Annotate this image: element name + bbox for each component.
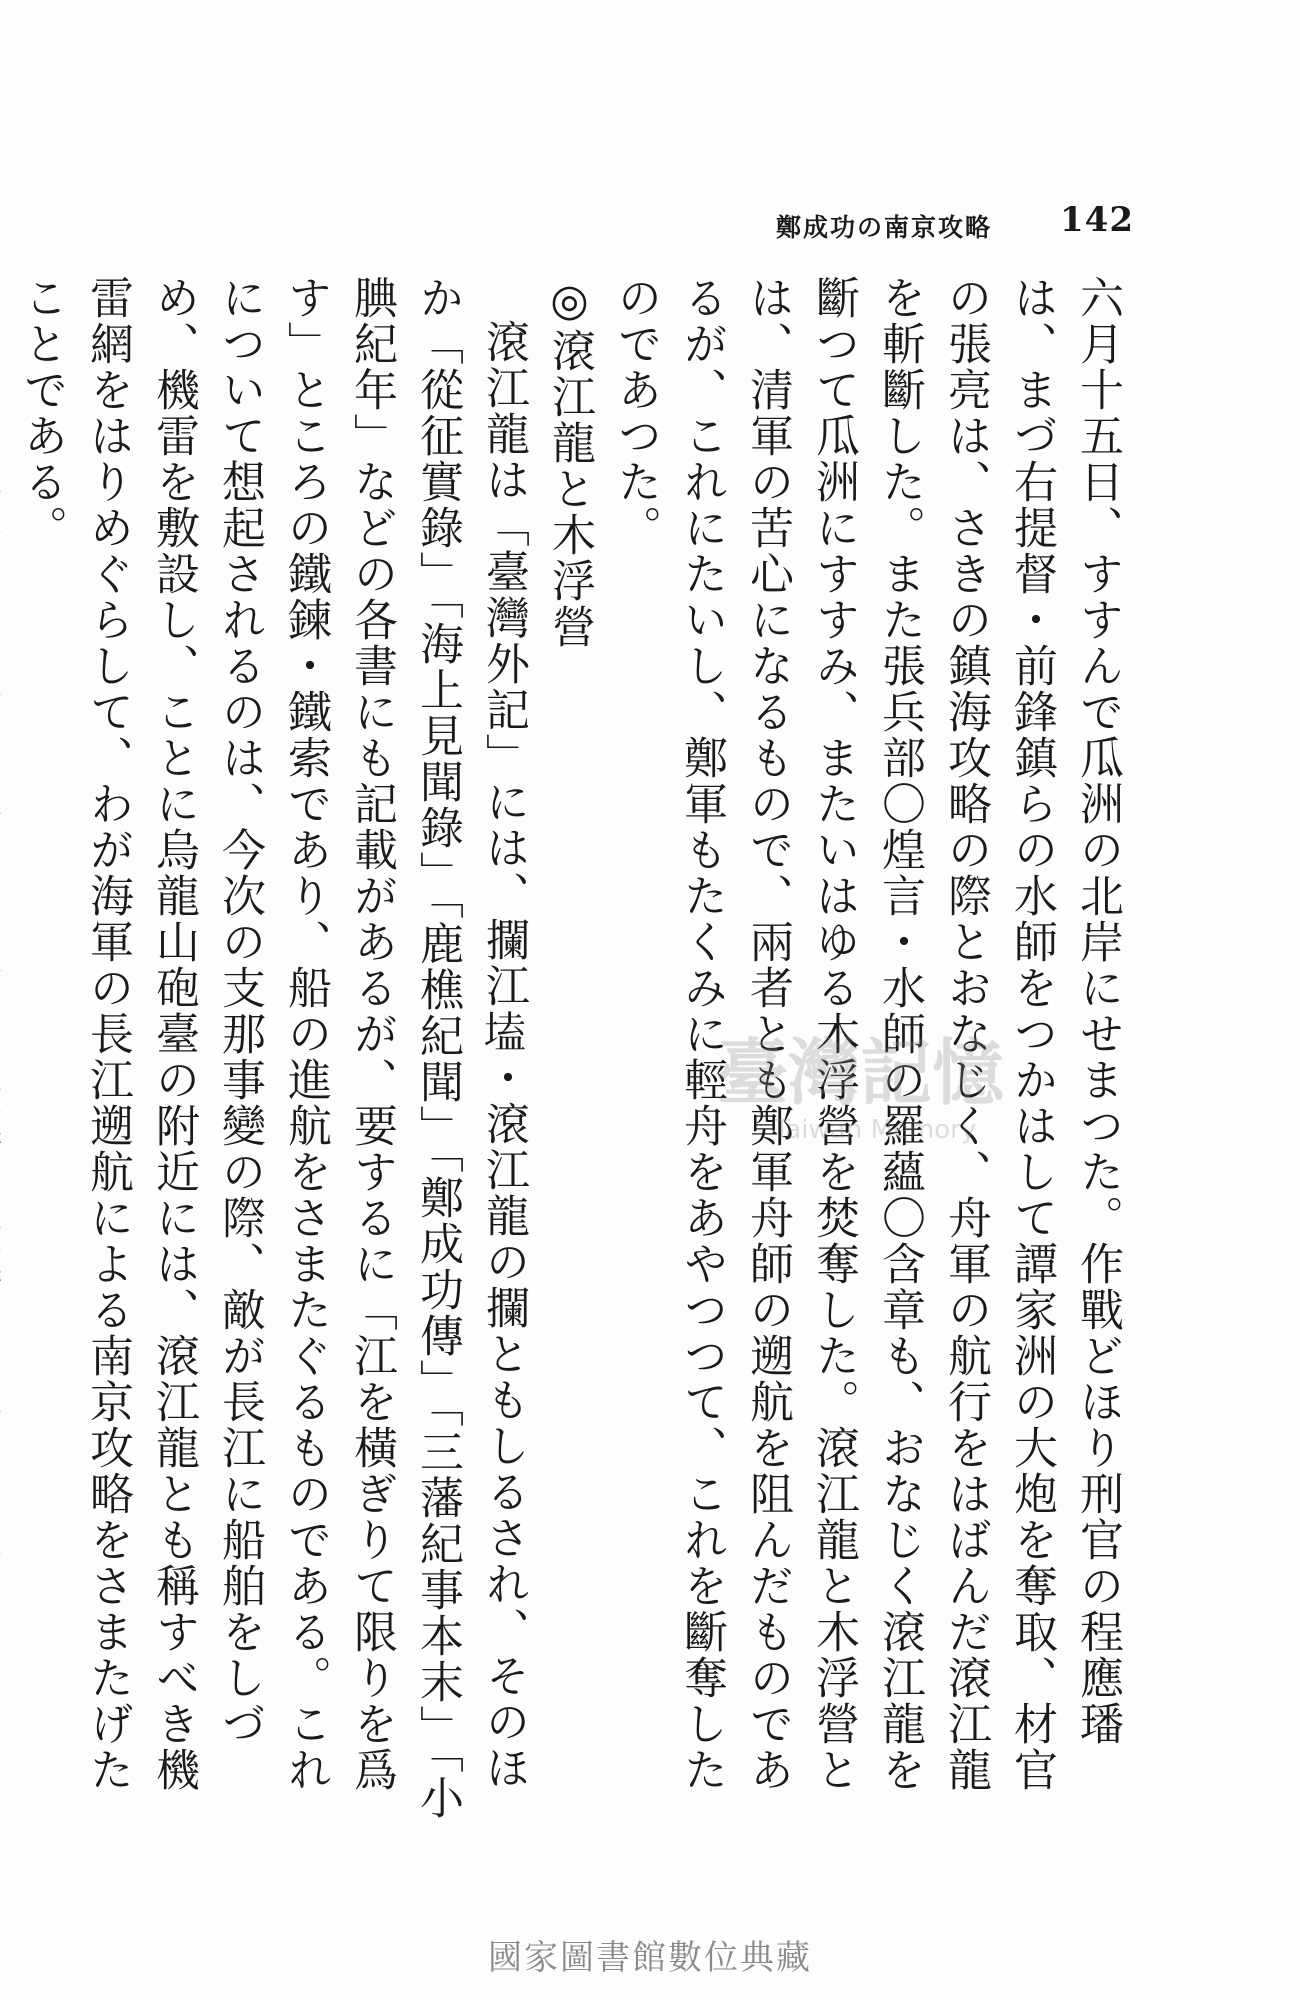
footer-archive-label: 國家圖書館數位典藏 xyxy=(488,1938,812,1978)
watermark-text: 臺灣記憶 xyxy=(715,1030,1005,1115)
paragraph xyxy=(0,275,8,1835)
watermark-subtext: Taiwan Memory xyxy=(773,1115,977,1145)
body-text xyxy=(16,275,1130,1835)
section-heading: ◎滾江龍と木浮營 xyxy=(544,275,595,650)
page-number: 142 xyxy=(1060,200,1134,240)
running-title: 鄭成功の南京攻略 xyxy=(776,213,993,242)
paragraph: 六月十五日、すすんで瓜洲の北岸にせまつた。作戰どほり刑官の程應璠は、まづ右提督・前鋒鎮らの水師をつかはして譚家洲の大炮を奪取、材官の張亮は、さきの鎮海攻略の際とおなじく、舟軍の航行をはばんだ滾江龍を斬斷した。また張兵部〇煌言・水師の羅蘊〇含章も、おなじく滾江龍を斷つて瓜洲にすすみ、またいはゆる木浮營を焚奪した。滾江龍と木浮營とは、清軍の苦心になるもので、兩者とも鄭軍舟師の遡航を阻んだものであるが、これにたいし、鄭軍もたくみに輕舟をあやつつて、これを斷奪したのであつた。 xyxy=(610,275,1123,1793)
paragraph: 滾江龍は「臺灣外記」には、攔江𡏖・滾江龍の攔ともしるされ、そのほか「從征實錄」「海上見聞錄」「鹿樵紀聞」「鄭成功傳」「三藩紀事本末」「小腆紀年」などの各書にも記載があるが、要するに「江を橫ぎりて限りを爲す」ところの鐵鍊・鐵索であり、船の進航をさまたぐるものである。これについて想起されるのは、今次の支那事變の際、敵が長江に船舶をしづめ、機雷を敷設し、ことに烏龍山砲臺の附近には、滾江龍とも稱すべき機雷網をはりめぐらして、わが海軍の長江遡航による南京攻略をさまたげたことである。 xyxy=(16,275,529,1821)
